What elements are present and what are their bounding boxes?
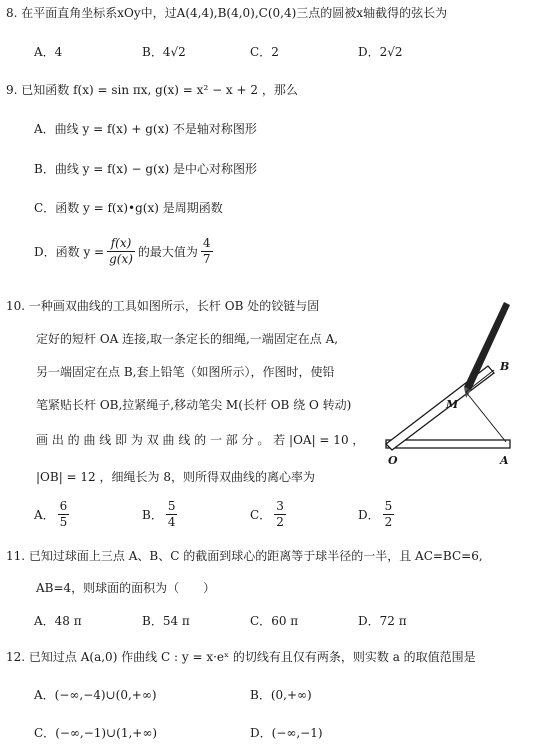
q10-line-3: 另一端固定在点 B,套上铅笔（如图所示），作图时，使铅 [36, 365, 335, 379]
q11-number: 11. [6, 549, 26, 563]
q8-text: 在平面直角坐标系xOy中，过A(4,4),B(4,0),C(0,4)三点的圆被x轴截得的弦长为 [21, 6, 448, 20]
hyperbola-tool-figure [378, 290, 538, 468]
label-b: B [500, 360, 510, 373]
q12-option-b: B．(0,+∞) [250, 688, 312, 702]
q10-option-c: C． $\frac{3}{2}$ [250, 499, 284, 529]
q12-number: 12. [6, 650, 26, 664]
q9-stem [6, 81, 298, 98]
q10-line-5: 画 出 的 曲 线 即 为 双 曲 线 的 一 部 分 。 若 |OA| = 10 ， [36, 433, 365, 447]
q8-number: 8. [6, 6, 18, 20]
q9-d-value: $\frac{4}{7}$ [202, 236, 211, 266]
q10-line-4: 笔紧贴长杆 OB,拉紧绳子,移动笔尖 M(长杆 OB 绕 O 转动) [36, 398, 352, 412]
q8-option-c: C．2 [250, 45, 279, 59]
q8-option-b: B．4√2 [142, 45, 186, 59]
q8-option-d: D．2√2 [358, 45, 403, 59]
q8-option-a: A．4 [34, 45, 63, 59]
q9-d-fraction: $\frac{f(x)}{g(x)}$ [109, 236, 133, 266]
q9-option-a: A．曲线 y = f(x) + g(x) 不是轴对称图形 [34, 122, 257, 136]
q10-option-d: D． $\frac{5}{2}$ [358, 499, 393, 529]
q10-option-a: A． $\frac{6}{5}$ [34, 499, 68, 529]
q11-line-1: 11. 已知过球面上三点 A、B、C 的截面到球心的距离等于球半径的一半，且 AC=BC=6, [6, 549, 483, 563]
q10-line-6: |OB| = 12 ，细绳长为 8，则所得双曲线的离心率为 [36, 470, 315, 484]
q8-stem [6, 4, 447, 21]
label-o: O [388, 454, 398, 467]
q12-stem [6, 648, 476, 665]
q9-text: 已知函数 f(x) = sin πx, g(x) = x² − x + 2 ，那么 [21, 83, 298, 97]
q10-number: 10. [6, 299, 26, 313]
q9-option-b: B．曲线 y = f(x) − g(x) 是中心对称图形 [34, 162, 257, 176]
q10-line-2: 定好的短杆 OA 连接,取一条定长的细绳,一端固定在点 A, [36, 332, 339, 346]
q11-option-c: C．60 π [250, 614, 299, 628]
q12-text: 已知过点 A(a,0) 作曲线 C : y = x·eˣ 的切线有且仅有两条，则实数 a 的取值范围是 [28, 650, 476, 664]
q9-number: 9. [6, 83, 18, 97]
label-a: A [500, 454, 509, 467]
q12-option-d: D．(−∞,−1) [250, 726, 323, 740]
q10-line-1: 10. 一种画双曲线的工具如图所示，长杆 OB 处的铰链与固 [6, 299, 320, 313]
q9-option-c: C．函数 y = f(x)•g(x) 是周期函数 [34, 201, 223, 215]
q11-line-2: AB=4，则球面的面积为（ ） [36, 581, 216, 595]
q12-option-c: C．(−∞,−1)∪(1,+∞) [34, 726, 158, 740]
q12-option-a: A．(−∞,−4)∪(0,+∞) [34, 688, 157, 702]
q11-option-b: B．54 π [142, 614, 190, 628]
q11-option-d: D．72 π [358, 614, 407, 628]
long-rod-ob [386, 366, 494, 450]
q9-option-d: D． 函数 y = $\frac{f(x)}{g(x)}$ 的最大值为 $\frac{4}{7}$ [34, 236, 211, 266]
q11-option-a: A．48 π [34, 614, 82, 628]
label-m: M [446, 398, 459, 411]
q10-option-b: B． $\frac{5}{4}$ [142, 499, 176, 529]
string-to-a [466, 392, 506, 442]
